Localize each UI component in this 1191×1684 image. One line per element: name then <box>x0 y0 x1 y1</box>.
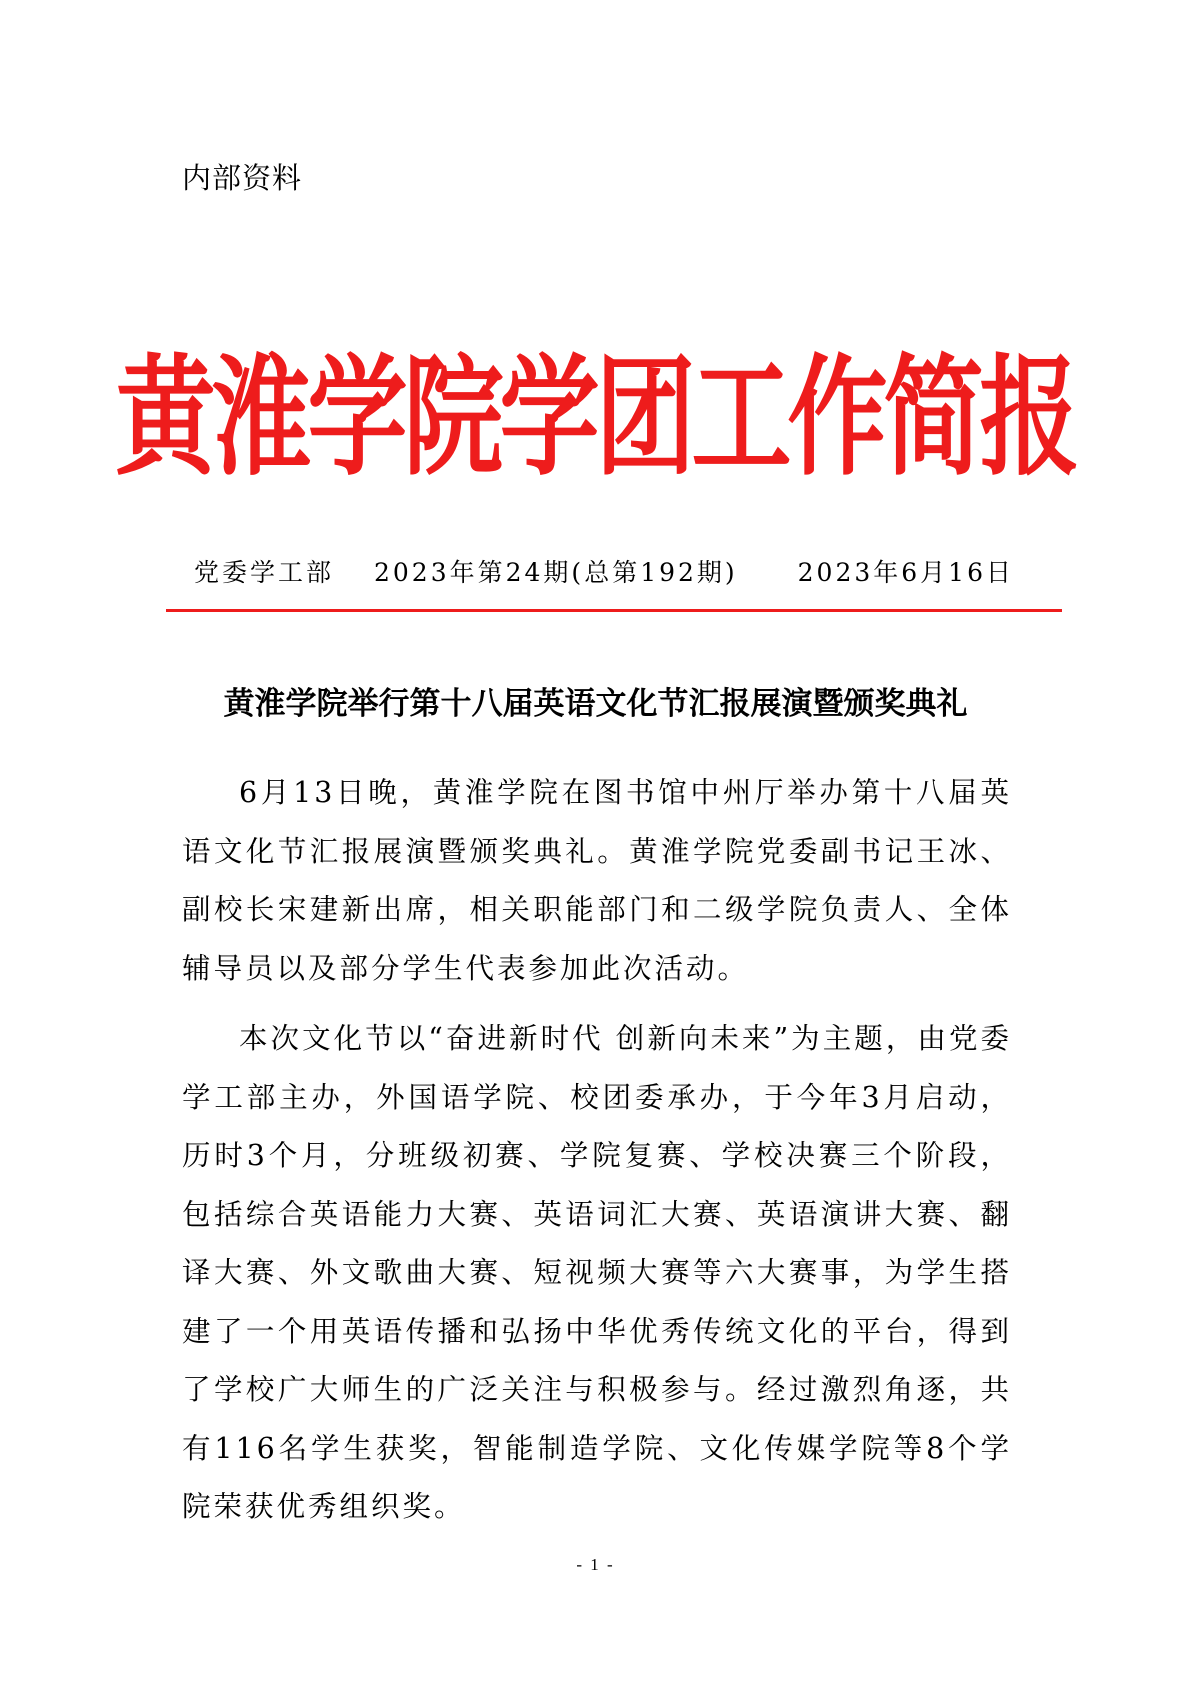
article-body <box>182 764 1012 1549</box>
issuing-department: 党委学工部 <box>194 558 335 587</box>
internal-material-label: 内部资料 <box>182 161 303 195</box>
article-title: 黄淮学院举行第十八届英语文化节汇报展演暨颁奖典礼 <box>223 686 968 722</box>
issue-date: 2023年6月16日 <box>797 558 1014 587</box>
article-paragraph: 6月13日晚，黄淮学院在图书馆中州厅举办第十八届英语文化节汇报展演暨颁奖典礼。黄淮学院党委副书记王冰、副校长宋建新出席，相关职能部门和二级学院负责人、全体辅导员以及部分学生代表参加此次活动。 <box>182 776 1012 985</box>
article-paragraph: 本次文化节以“奋进新时代 创新向未来”为主题，由党委学工部主办，外国语学院、校团委承办，于今年3月启动，历时3个月，分班级初赛、学院复赛、学校决赛三个阶段，包括综合英语能力大赛、英语词汇大赛、英语演讲大赛、翻译大赛、外文歌曲大赛、短视频大赛等六大赛事，为学生搭建了一个用英语传播和弘扬中华优秀传统文化的平台，得到了学校广大师生的广泛关注与积极参与。经过激烈角逐，共有116名学生获奖，智能制造学院、文化传媒学院等8个学院荣获优秀组织奖。 <box>182 1022 1012 1523</box>
bulletin-masthead: 黄淮学院学团工作简报 <box>115 340 1076 494</box>
issue-info-line <box>194 556 1014 590</box>
page-number: - 1 - <box>576 1555 615 1574</box>
issue-number: 2023年第24期(总第192期) <box>374 558 738 587</box>
red-divider-rule <box>166 609 1062 612</box>
